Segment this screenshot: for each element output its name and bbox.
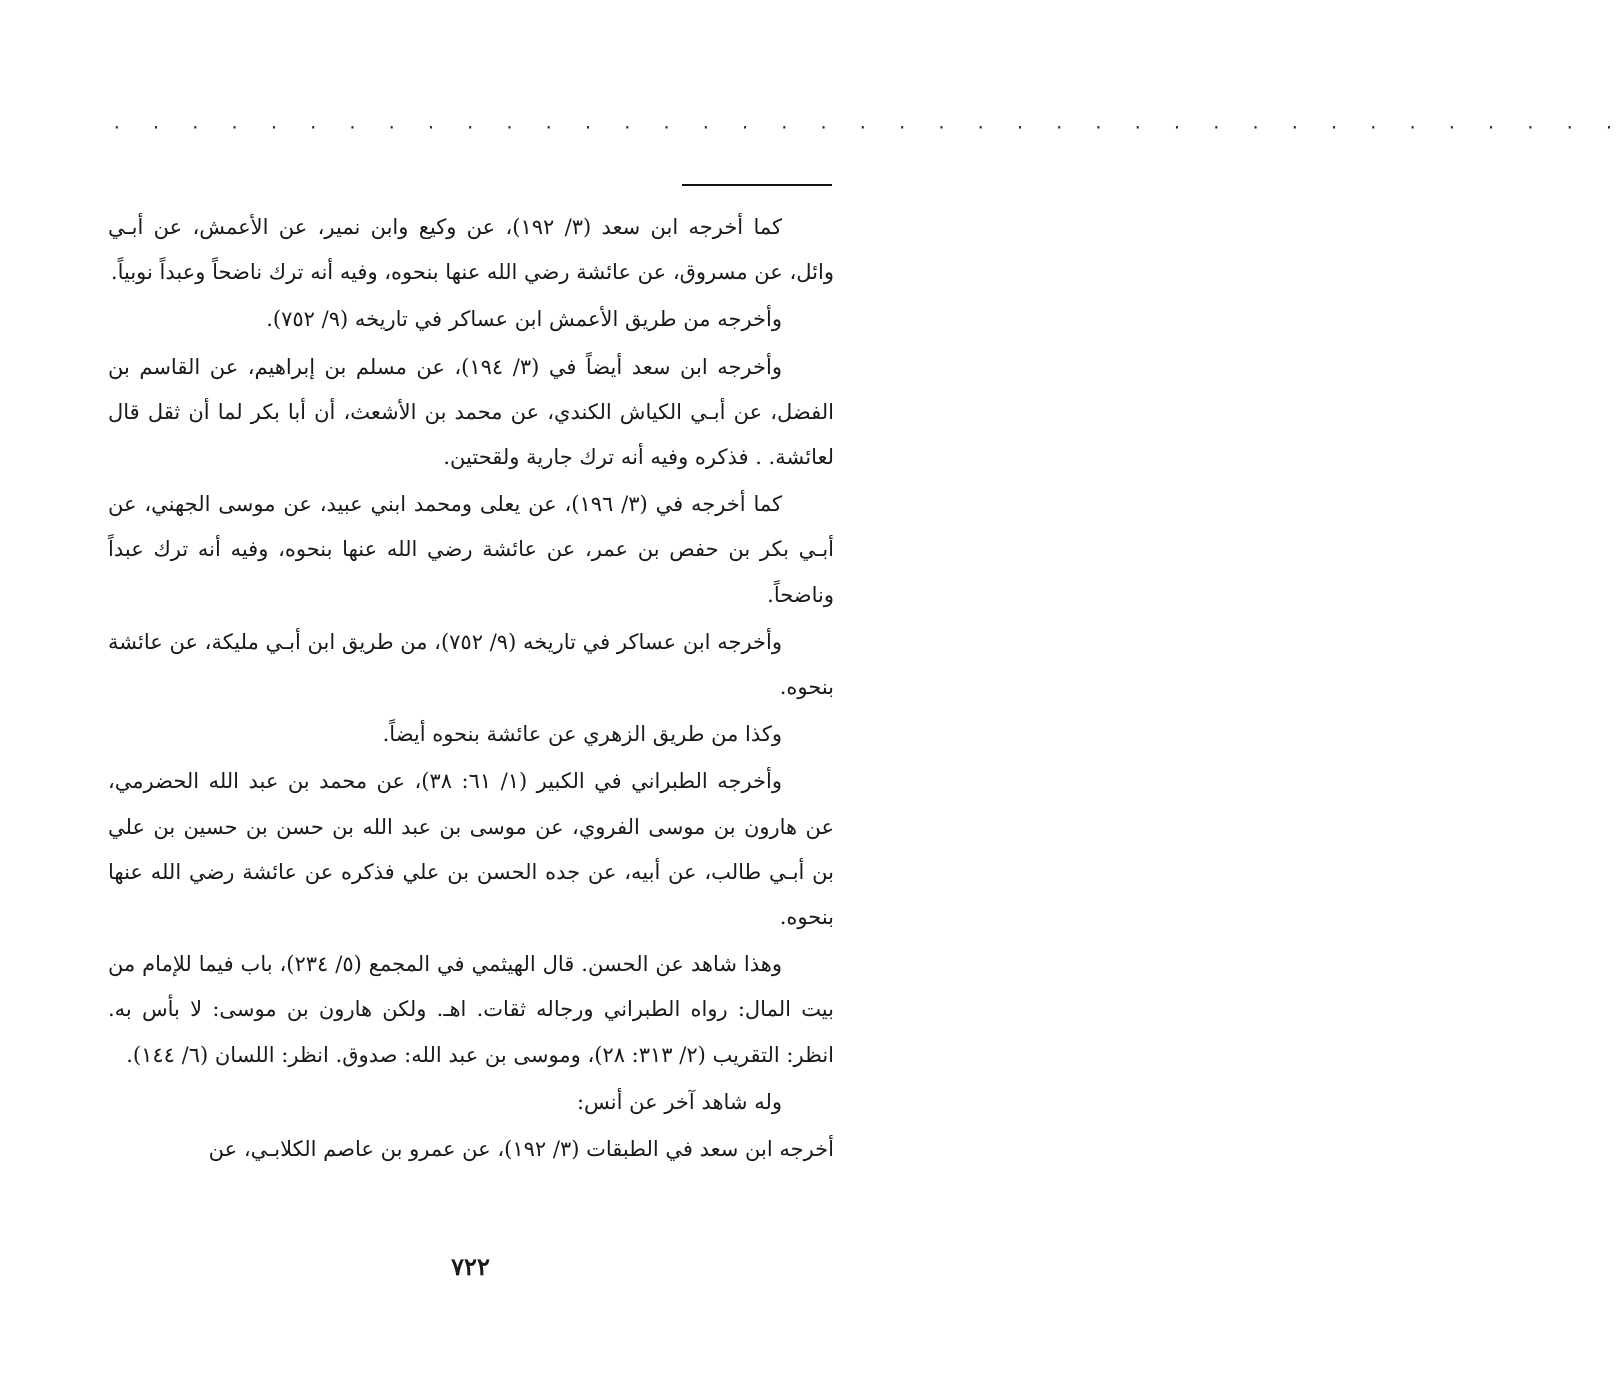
page-number: ٧٢٢ — [451, 1252, 490, 1281]
header-dotted-separator: · · · · · · · · · · · · · · · · · · · · · · · · · · · · · · · · · · · · · · · — [112, 118, 1624, 137]
paragraph: أخرجه ابن سعد في الطبقات (٣/ ١٩٢)، عن عمرو بن عاصم الكلابـي، عن — [208, 1137, 834, 1162]
paragraph: وكذا من طريق الزهري عن عائشة بنحوه أيضاً. — [382, 722, 782, 747]
paragraph: كما أخرجه ابن سعد (٣/ ١٩٢)، عن وكيع وابن نمير، عن الأعمش، عن أبـي وائل، عن مسروق، عن عائشة رضي الله عنها بنحوه، وفيه أنه ترك ناضحاً وعبداً نوبياً. — [108, 215, 834, 285]
paragraph: كما أخرجه في (٣/ ١٩٦)، عن يعلى ومحمد ابني عبيد، عن موسى الجهني، عن أبـي بكر بن حفص بن عمر، عن عائشة رضي الله عنها بنحوه، وفيه أنه ترك عبداً وناضحاً. — [108, 492, 834, 607]
footnote-text-block — [108, 205, 834, 1172]
paragraph: وهذا شاهد عن الحسن. قال الهيثمي في المجمع (٥/ ٢٣٤)، باب فيما للإمام من بيت المال: رواه الطبراني ورجاله ثقات. اهـ. ولكن هارون بن موسى: لا بأس به. انظر: التقريب (٢/ ٣١٣: ٢٨)، وموسى بن عبد الله: صدوق. انظر: اللسان (٦/ ١٤٤). — [108, 952, 834, 1067]
footnote-rule — [682, 184, 832, 186]
paragraph: وأخرجه الطبراني في الكبير (١/ ٦١: ٣٨)، عن محمد بن عبد الله الحضرمي، عن هارون بن موسى الفروي، عن موسى بن عبد الله بن حسن بن حسين بن علي بن أبـي طالب، عن أبيه، عن جده الحسن بن علي فذكره عن عائشة رضي الله عنها بنحوه. — [108, 769, 834, 930]
paragraph: وأخرجه ابن عساكر في تاريخه (٩/ ٧٥٢)، من طريق ابن أبـي مليكة، عن عائشة بنحوه. — [108, 629, 834, 700]
paragraph: وأخرجه من طريق الأعمش ابن عساكر في تاريخه (٩/ ٧٥٢). — [266, 307, 782, 332]
paragraph: وله شاهد آخر عن أنس: — [576, 1089, 782, 1114]
paragraph: وأخرجه ابن سعد أيضاً في (٣/ ١٩٤)، عن مسلم بن إبراهيم، عن القاسم بن الفضل، عن أبـي الكياش الكندي، عن محمد بن الأشعث، أن أبا بكر لما أن ثقل قال لعائشة. . فذكره وفيه أنه ترك جارية ولقحتين. — [108, 354, 834, 470]
